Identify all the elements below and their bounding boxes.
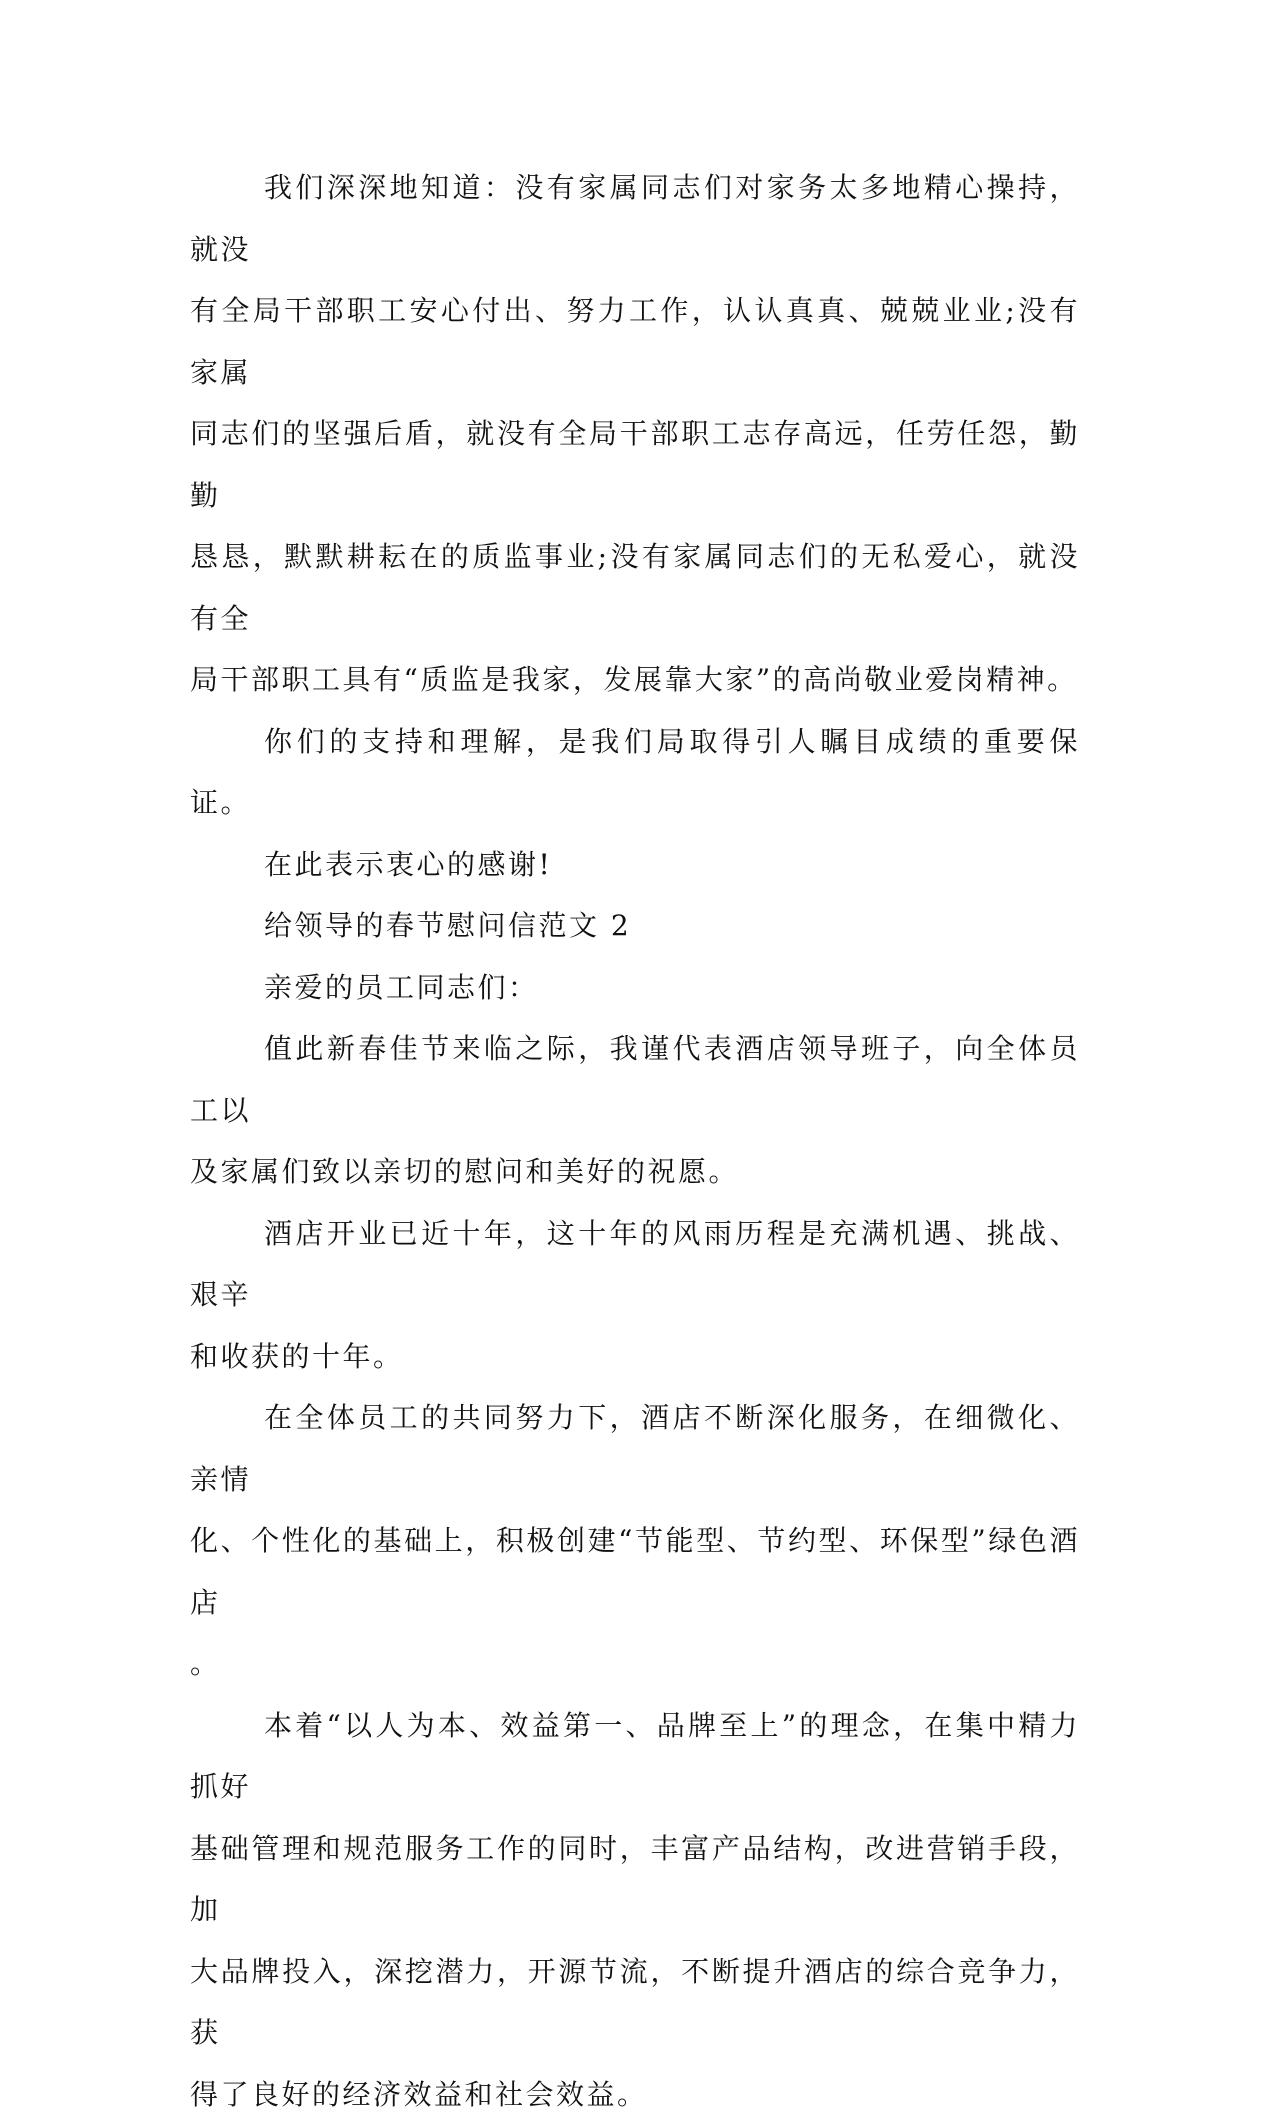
text-line: 局干部职工具有“质监是我家，发展靠大家”的高尚敬业爱岗精神。 (190, 663, 1078, 696)
section-title (190, 895, 1080, 957)
paragraph-support-understanding (190, 711, 1080, 834)
text-line: 。 (190, 1647, 221, 1680)
paragraph-new-year-greeting (190, 1018, 1080, 1203)
paragraph-ten-years (190, 1203, 1080, 1388)
text-line: 本着“以人为本、效益第一、品牌至上”的理念，在集中精力抓好 (190, 1709, 1080, 1804)
paragraph-thanks (190, 834, 1080, 896)
text-line: 在此表示衷心的感谢! (264, 848, 552, 881)
text-line: 和收获的十年。 (190, 1340, 404, 1373)
text-line: 大品牌投入，深挖潜力，开源节流，不断提升酒店的综合竞争力，获 (190, 1955, 1080, 2050)
text-line: 有全局干部职工安心付出、努力工作，认认真真、兢兢业业;没有家属 (190, 294, 1080, 389)
paragraph-family-support (190, 157, 1080, 711)
text-line: 化、个性化的基础上，积极创建“节能型、节约型、环保型”绿色酒店 (190, 1524, 1080, 1619)
text-line: 给领导的春节慰问信范文 2 (264, 909, 631, 942)
text-line: 同志们的坚强后盾，就没有全局干部职工志存高远，任劳任怨，勤勤 (190, 417, 1080, 512)
text-line: 我们深深地知道：没有家属同志们对家务太多地精心操持，就没 (190, 171, 1080, 266)
text-line: 亲爱的员工同志们： (264, 971, 539, 1004)
text-line: 基础管理和规范服务工作的同时，丰富产品结构，改进营销手段，加 (190, 1832, 1080, 1927)
salutation (190, 957, 1080, 1019)
text-line: 得了良好的经济效益和社会效益。 (190, 2078, 648, 2111)
text-line: 你们的支持和理解，是我们局取得引人瞩目成绩的重要保证。 (190, 725, 1080, 820)
document-body (190, 157, 1080, 2125)
text-line: 恳恳，默默耕耘在的质监事业;没有家属同志们的无私爱心，就没有全 (190, 540, 1080, 635)
paragraph-philosophy (190, 1695, 1080, 2125)
paragraph-green-hotel (190, 1387, 1080, 1695)
text-line: 酒店开业已近十年，这十年的风雨历程是充满机遇、挑战、艰辛 (190, 1217, 1080, 1312)
text-line: 在全体员工的共同努力下，酒店不断深化服务，在细微化、亲情 (190, 1401, 1080, 1496)
text-line: 及家属们致以亲切的慰问和美好的祝愿。 (190, 1155, 739, 1188)
text-line: 值此新春佳节来临之际，我谨代表酒店领导班子，向全体员工以 (190, 1032, 1080, 1127)
